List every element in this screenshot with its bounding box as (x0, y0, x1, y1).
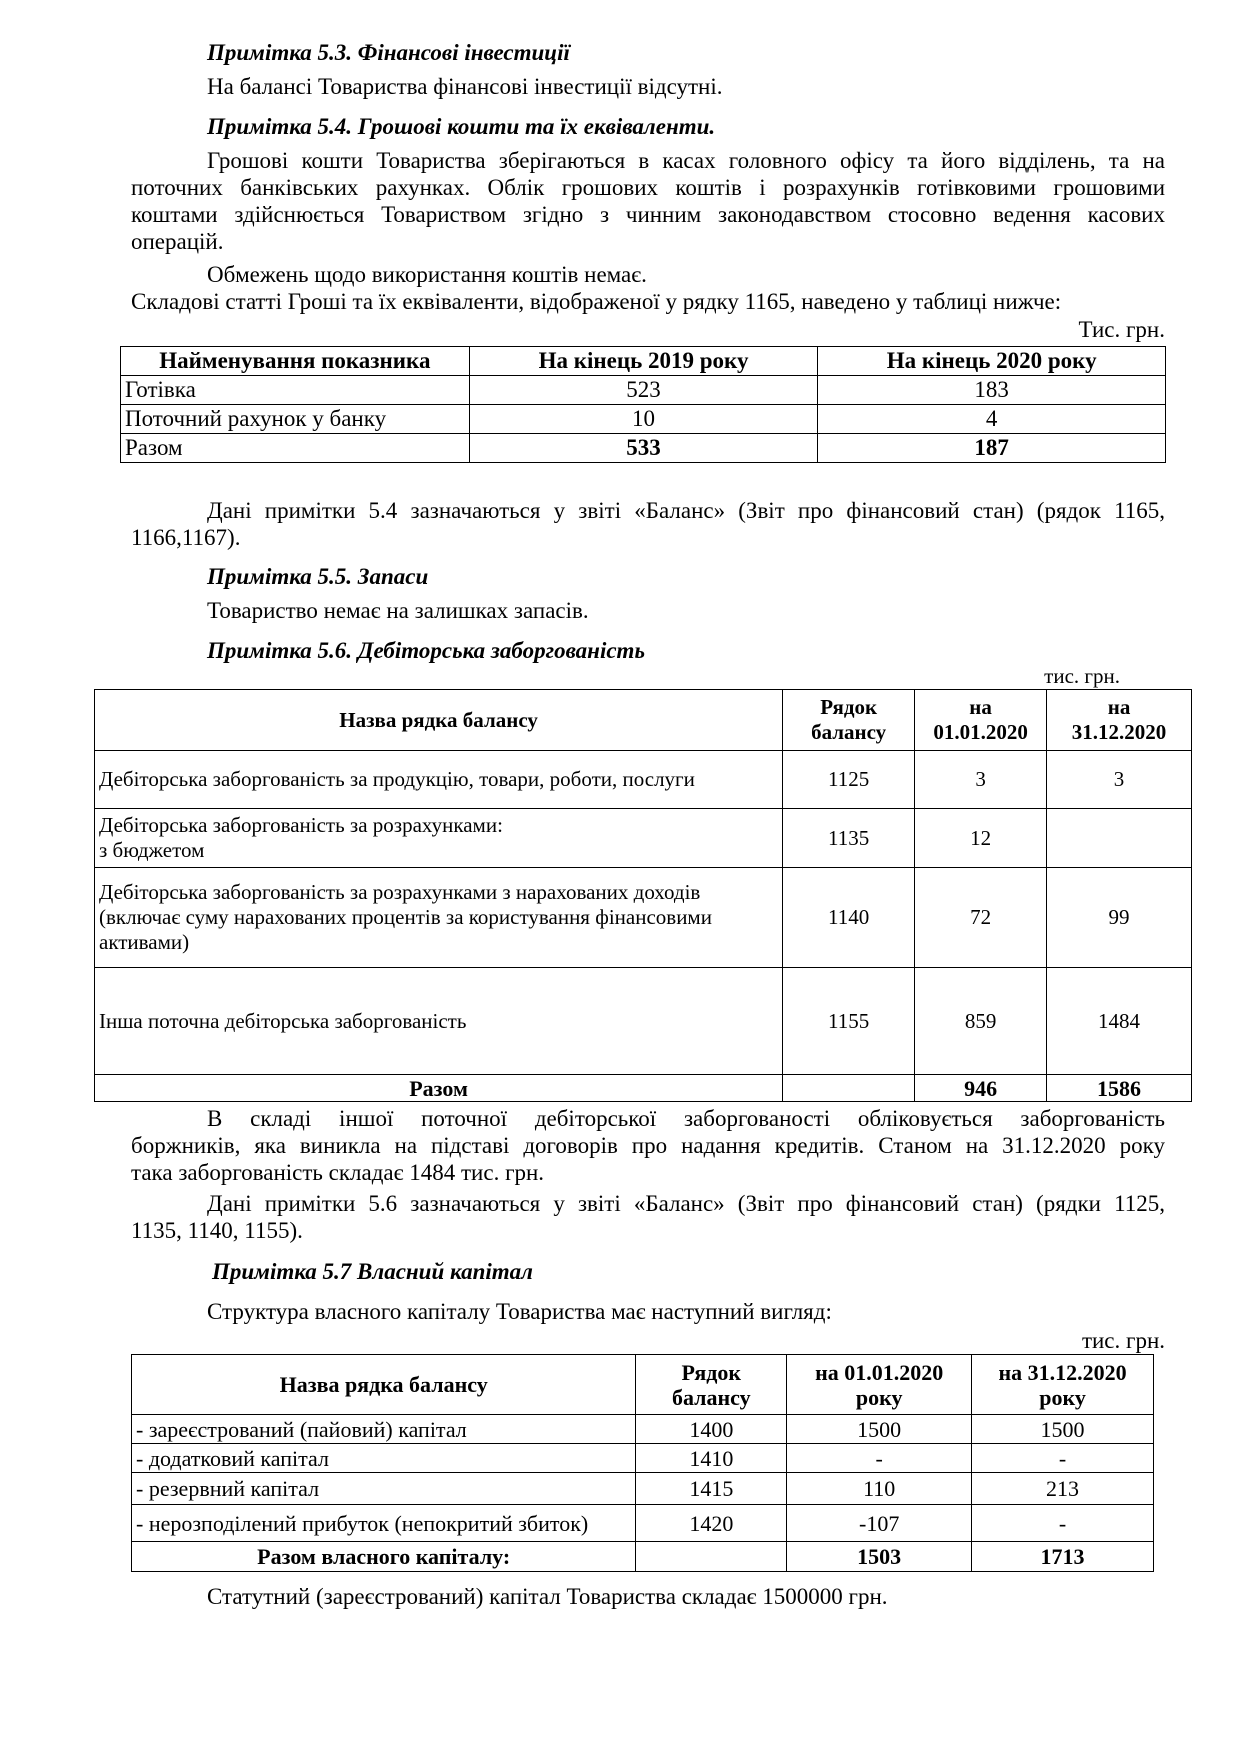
header-code-line1: Рядок (820, 695, 878, 719)
row-name (95, 968, 783, 1075)
table-row (132, 1473, 1154, 1505)
row-date2 (1047, 809, 1192, 868)
note-5-7-intro: Структура власного капіталу Товариства має наступний вигляд: (207, 1299, 832, 1324)
receivables-table (94, 689, 1192, 1102)
row-value-2019: 523 (469, 376, 818, 405)
header-date2-line2: року (1039, 1384, 1086, 1410)
note-5-4-para1-line1: Грошові кошти Товариства зберігаються в касах головного офісу та його відділень, та на (207, 148, 1165, 173)
header-date2-line2: 31.12.2020 (1071, 720, 1167, 744)
row-name: Готівка (121, 376, 470, 405)
row-name-line3: активами) (99, 930, 190, 954)
row-value-2020: 4 (818, 405, 1166, 434)
note-5-6-after2-line2: 1135, 1140, 1155). (131, 1218, 303, 1243)
row-date1: 12 (915, 809, 1047, 868)
note-5-5-text: Товариство немає на залишках запасів. (207, 598, 589, 623)
total-date1: 946 (915, 1075, 1047, 1102)
row-date1: 1500 (787, 1415, 972, 1444)
total-code (636, 1542, 787, 1572)
row-name: Поточний рахунок у банку (121, 405, 470, 434)
total-date2: 1713 (972, 1542, 1154, 1572)
header-date1-line2: 01.01.2020 (933, 720, 1028, 744)
row-name-line2: (включає суму нарахованих процентів за користування фінансовими (99, 905, 712, 929)
header-code-line1: Рядок (681, 1359, 742, 1385)
total-date1: 1503 (787, 1542, 972, 1572)
row-date1: -107 (787, 1505, 972, 1542)
cash-table (120, 346, 1166, 463)
header-code (636, 1355, 787, 1415)
total-date2: 1586 (1047, 1075, 1192, 1102)
row-code: 1415 (636, 1473, 787, 1505)
table-row (132, 1505, 1154, 1542)
table-row (132, 1444, 1154, 1473)
note-5-4-after-line2: 1166,1167). (131, 525, 241, 550)
header-name: Назва рядка балансу (132, 1355, 636, 1415)
header-code (783, 690, 915, 751)
row-date1: 859 (915, 968, 1047, 1075)
row-date1: 3 (915, 751, 1047, 809)
note-5-6-after1-line1: В складі іншої поточної дебіторської заборгованості обліковується заборгованість (207, 1106, 1165, 1131)
note-5-4-unit: Тис. грн. (1078, 317, 1165, 342)
header-date1-line1: на 01.01.2020 (815, 1359, 944, 1385)
table-header-row (95, 690, 1192, 751)
row-date2: 3 (1047, 751, 1192, 809)
header-date1 (787, 1355, 972, 1415)
row-date1: 110 (787, 1473, 972, 1505)
table-row (121, 405, 1166, 434)
note-5-6-after2-line1: Дані примітки 5.6 зазначаються у звіті «Баланс» (Звіт про фінансовий стан) (рядки 1125, (207, 1191, 1165, 1216)
row-value-2019: 10 (469, 405, 818, 434)
row-code: 1125 (783, 751, 915, 809)
note-5-3-text: На балансі Товариства фінансові інвестиції відсутні. (207, 74, 723, 99)
row-name: - додатковий капітал (132, 1444, 636, 1473)
table-row (95, 868, 1192, 968)
note-5-4-heading: Примітка 5.4. Грошові кошти та їх еквіваленти. (207, 114, 716, 139)
table-row (95, 751, 1192, 809)
note-5-7-unit: тис. грн. (1081, 1328, 1165, 1353)
row-name-line1: Дебіторська заборгованість за розрахунками: (99, 813, 503, 837)
row-code: 1155 (783, 968, 915, 1075)
header-cell: Найменування показника (121, 347, 470, 376)
header-date2 (972, 1355, 1154, 1415)
header-name: Назва рядка балансу (95, 690, 783, 751)
row-name-line1: Дебіторська заборгованість за розрахунками з нарахованих доходів (99, 880, 701, 904)
header-date1-line1: на (969, 695, 992, 719)
row-name: Разом (121, 434, 470, 463)
row-date1: - (787, 1444, 972, 1473)
row-name-line1: Дебіторська заборгованість за продукцію, товари, роботи, послуги (99, 767, 695, 791)
row-name-line1: Інша поточна дебіторська заборгованість (99, 1008, 467, 1033)
table-row (95, 809, 1192, 868)
row-date2: 1500 (972, 1415, 1154, 1444)
row-value-2020: 187 (818, 434, 1166, 463)
row-code: 1140 (783, 868, 915, 968)
table-row (132, 1415, 1154, 1444)
note-5-6-after1-line2: боржників, яка виникла на підставі договорів про надання кредитів. Станом на 31.12.2020 року (131, 1133, 1165, 1158)
row-date2: - (972, 1444, 1154, 1473)
note-5-6-heading: Примітка 5.6. Дебіторська заборгованість (207, 638, 645, 663)
row-date1: 72 (915, 868, 1047, 968)
row-date2: - (972, 1505, 1154, 1542)
row-code: 1410 (636, 1444, 787, 1473)
header-date1-line2: року (855, 1384, 903, 1410)
note-5-3-heading: Примітка 5.3. Фінансові інвестиції (207, 40, 570, 65)
table-row (95, 968, 1192, 1075)
row-name (95, 751, 783, 809)
table-total-row (132, 1542, 1154, 1572)
note-5-7-heading: Примітка 5.7 Власний капітал (212, 1259, 533, 1284)
header-code-line2: балансу (671, 1384, 751, 1410)
table-total-row (121, 434, 1166, 463)
row-name (95, 809, 783, 868)
header-date1 (915, 690, 1047, 751)
row-name (95, 868, 783, 968)
note-5-6-unit: тис. грн. (1044, 664, 1120, 688)
row-code: 1400 (636, 1415, 787, 1444)
total-code (783, 1075, 915, 1102)
table-total-row (95, 1075, 1192, 1102)
total-name: Разом власного капіталу: (132, 1542, 636, 1572)
row-value-2020: 183 (818, 376, 1166, 405)
row-date2: 213 (972, 1473, 1154, 1505)
row-name: - резервний капітал (132, 1473, 636, 1505)
row-date2: 99 (1047, 868, 1192, 968)
row-code: 1135 (783, 809, 915, 868)
table-row (121, 376, 1166, 405)
table-header-row (121, 347, 1166, 376)
row-name: - зареєстрований (пайовий) капітал (132, 1415, 636, 1444)
row-name-line2: з бюджетом (99, 838, 205, 862)
note-5-4-para1-line2: поточних банківських рахунках. Облік грошових коштів і розрахунків готівковими грошовими (131, 175, 1165, 200)
note-5-4-para3: Складові статті Гроші та їх еквіваленти, відображеної у рядку 1165, наведено у таблиці нижче: (131, 289, 1062, 314)
header-cell: На кінець 2019 року (469, 347, 818, 376)
note-5-7-after: Статутний (зареєстрований) капітал Товариства складає 1500000 грн. (207, 1584, 888, 1609)
note-5-5-heading: Примітка 5.5. Запаси (207, 564, 429, 589)
header-date2-line1: на 31.12.2020 (998, 1359, 1127, 1385)
total-name: Разом (95, 1075, 783, 1102)
note-5-4-para2: Обмежень щодо використання коштів немає. (207, 262, 647, 287)
row-name: - нерозподілений прибуток (непокритий збиток) (132, 1505, 636, 1542)
note-5-6-after1-line3: така заборгованість складає 1484 тис. грн. (131, 1160, 545, 1185)
row-code: 1420 (636, 1505, 787, 1542)
header-code-line2: балансу (811, 720, 887, 744)
header-date2-line1: на (1107, 695, 1131, 719)
row-date2: 1484 (1047, 968, 1192, 1075)
note-5-4-para1-line4: операцій. (131, 229, 224, 254)
table-header-row (132, 1355, 1154, 1415)
note-5-4-para1-line3: коштами здійснюється Товариством згідно з чинним законодавством стосовно ведення касових (131, 202, 1165, 227)
note-5-4-after-line1: Дані примітки 5.4 зазначаються у звіті «Баланс» (Звіт про фінансовий стан) (рядок 1165, (207, 498, 1165, 523)
header-date2 (1047, 690, 1192, 751)
header-cell: На кінець 2020 року (818, 347, 1166, 376)
row-value-2019: 533 (469, 434, 818, 463)
equity-table (131, 1354, 1154, 1572)
